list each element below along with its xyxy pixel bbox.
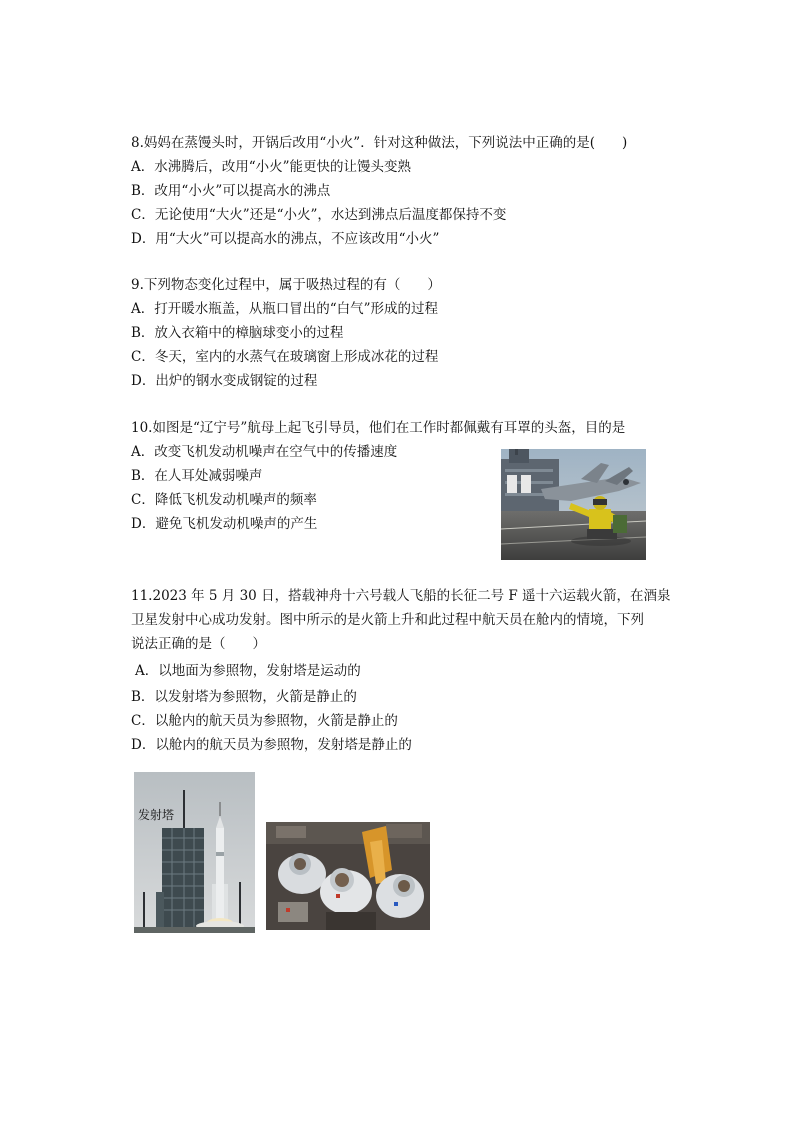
- q11-option-a: A．以地面为参照物，发射塔是运动的: [135, 663, 361, 679]
- q10-option-a: A．改变飞机发动机噪声在空气中的传播速度: [131, 444, 398, 460]
- q9-option-d: D．出炉的钢水变成钢锭的过程: [131, 373, 318, 389]
- q8-option-d: D．用“大火”可以提高水的沸点，不应该改用“小火”: [131, 231, 440, 247]
- carrier-deck-photo: [501, 449, 646, 560]
- q11-option-c: C．以舱内的航天员为参照物，火箭是静止的: [131, 713, 398, 729]
- q10-option-c: C．降低飞机发动机噪声的频率: [131, 492, 317, 508]
- q9-stem-text: 下列物态变化过程中，属于吸热过程的有（ ）: [143, 277, 441, 293]
- q11-option-b: B．以发射塔为参照物，火箭是静止的: [131, 689, 357, 705]
- q11-stem-line-1: [131, 587, 671, 605]
- q10-stem: [131, 419, 625, 437]
- q10-number: 10.: [131, 420, 153, 436]
- q9-stem: [131, 276, 441, 294]
- q9-option-a: A．打开暖水瓶盖，从瓶口冒出的“白气”形成的过程: [131, 301, 439, 317]
- q8-number: 8.: [131, 135, 144, 151]
- launch-tower-label: 发射塔: [138, 808, 175, 822]
- q11-stem-text-1: 2023 年 5 月 30 日，搭载神舟十六号载人飞船的长征二号 F 遥十六运载火箭，在酒泉: [152, 588, 671, 604]
- q9-option-c: C．冬天，室内的水蒸气在玻璃窗上形成冰花的过程: [131, 349, 439, 365]
- q8-option-b: B．改用“小火”可以提高水的沸点: [131, 183, 331, 199]
- q9-number: 9.: [131, 277, 144, 293]
- q8-option-a: A．水沸腾后，改用“小火”能更快的让馒头变熟: [131, 159, 412, 175]
- q10-option-b: B．在人耳处减弱噪声: [131, 468, 263, 484]
- q8-option-c: C．无论使用“大火”还是“小火”，水达到沸点后温度都保持不变: [131, 207, 507, 223]
- q10-option-d: D．避免飞机发动机噪声的产生: [131, 516, 318, 532]
- launch-tower-photo: [134, 772, 255, 933]
- astronauts-photo: [266, 822, 430, 930]
- q10-stem-text: 如图是“辽宁号”航母上起飞引导员，他们在工作时都佩戴有耳罩的头盔，目的是: [152, 420, 626, 436]
- q8-stem: [131, 134, 627, 152]
- q11-number: 11.: [131, 588, 153, 604]
- q9-option-b: B．放入衣箱中的樟脑球变小的过程: [131, 325, 344, 341]
- q11-option-d: D．以舱内的航天员为参照物，发射塔是静止的: [131, 737, 412, 753]
- q11-stem-line-3: 说法正确的是（ ）: [131, 636, 266, 652]
- q11-stem-line-2: 卫星发射中心成功发射。图中所示的是火箭上升和此过程中航天员在舱内的情境，下列: [131, 612, 644, 628]
- q8-stem-text: 妈妈在蒸馒头时，开锅后改用“小火”．针对这种做法，下列说法中正确的是( ): [143, 135, 628, 151]
